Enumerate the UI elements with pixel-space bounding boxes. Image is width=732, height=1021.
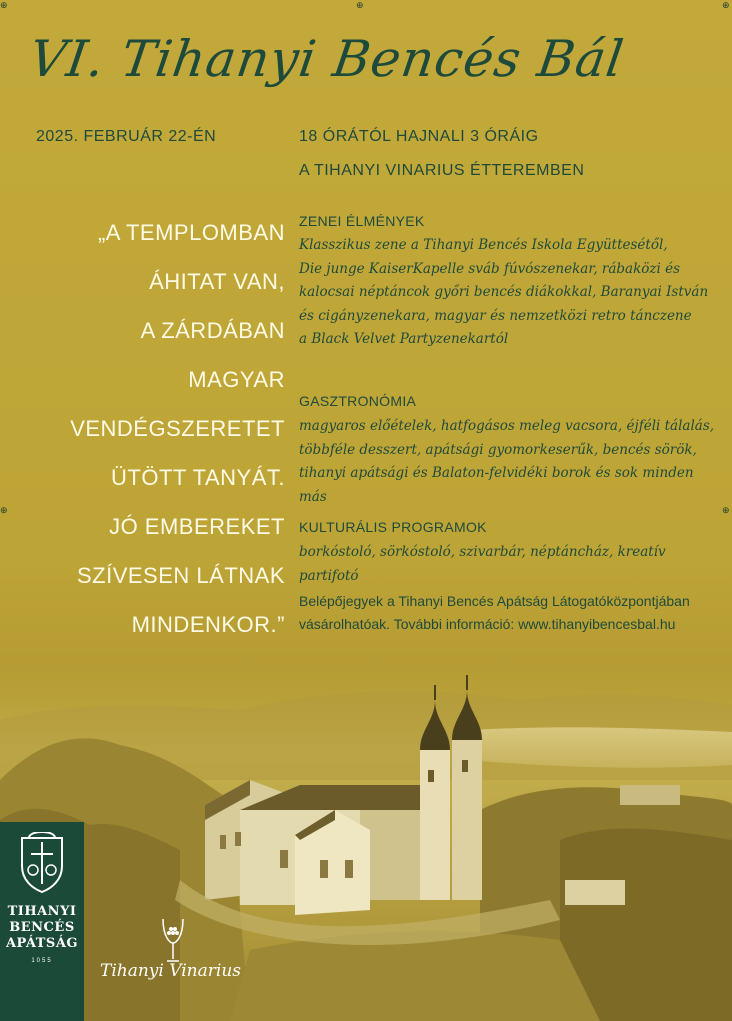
right-foliage: [560, 828, 732, 1021]
quote-line: MAGYAR: [188, 367, 285, 392]
registration-mark-icon: ⊕: [722, 505, 730, 515]
ticket-info: [299, 590, 724, 636]
section-body-culture: [299, 541, 719, 588]
abbey-logo: [0, 822, 84, 1021]
section-line: és cigányzenekara, magyar és nemzetközi retro tánczene: [299, 307, 692, 324]
registration-mark-icon: ⊕: [356, 0, 364, 10]
quote-line: JÓ EMBEREKET: [109, 514, 285, 539]
vinarius-logo: [100, 915, 260, 995]
abbey-logo-line: TIHANYI: [7, 904, 77, 919]
section-line: Die junge KaiserKapelle sváb fúvószenekar, rábaközi és: [299, 260, 681, 277]
section-line: tihanyi apátsági és Balaton-felvidéki borok és sok minden más: [299, 465, 694, 505]
registration-mark-icon: ⊕: [722, 0, 730, 10]
restaurant-name: Tihanyi Vinarius: [100, 961, 241, 981]
abbey-logo-line: APÁTSÁG: [5, 936, 79, 951]
event-date: 2025. FEBRUÁR 22-ÉN: [36, 128, 217, 145]
quote-line: VENDÉGSZERETET: [70, 416, 285, 441]
ticket-line: Belépőjegyek a Tihanyi Bencés Apátság Látogatóközpontjában: [299, 593, 690, 609]
section-line: többféle desszert, apátsági gyomorkeserűk, bencés sörök,: [299, 441, 697, 458]
building: [565, 880, 625, 905]
registration-mark-icon: ⊕: [0, 0, 8, 10]
abbey-logo-line: BENCÉS: [9, 920, 75, 935]
event-time: 18 ÓRÁTÓL HAJNALI 3 ÓRÁIG: [299, 128, 539, 145]
section-line: kalocsai néptáncok győri bencés diákokkal, Baranyai István: [299, 284, 709, 300]
section-title-culture: KULTURÁLIS PROGRAMOK: [299, 519, 487, 535]
section-line: a Black Velvet Partyzenekartól: [299, 331, 509, 347]
section-line: borkóstoló, sörkóstoló, szivarbár, néptáncház, kreatív partifotó: [299, 544, 666, 584]
section-body-music: [299, 234, 719, 352]
quote-line: MINDENKOR.”: [131, 612, 285, 637]
garden-area: [230, 931, 600, 1021]
lake: [470, 727, 732, 767]
section-title-gastronomy: GASZTRONÓMIA: [299, 393, 417, 409]
quote-line: „A TEMPLOMBAN: [97, 220, 285, 245]
quote-line: ÁHITAT VAN,: [149, 269, 285, 294]
section-line: magyaros előételek, hatfogásos meleg vacsora, éjféli tálalás,: [299, 418, 715, 434]
section-title-music: ZENEI ÉLMÉNYEK: [299, 213, 425, 229]
event-title: VI. Tihanyi Bencés Bál: [25, 30, 628, 88]
quote-line: SZÍVESEN LÁTNAK: [76, 563, 285, 588]
abbey-crest-icon: [17, 832, 67, 894]
building: [620, 785, 680, 805]
wine-glass-icon: [158, 915, 188, 965]
section-line: Klasszikus zene a Tihanyi Bencés Iskola Együttesétől,: [299, 237, 668, 253]
quote-line: A ZÁRDÁBAN: [140, 318, 285, 343]
quote-line: ÜTÖTT TANYÁT.: [111, 465, 285, 490]
quote-block: [70, 208, 285, 649]
abbey-logo-year: 1055: [31, 958, 53, 964]
registration-mark-icon: ⊕: [0, 505, 8, 515]
ticket-line: vásárolhatóak. További információ: www.tihanyibencesbal.hu: [299, 616, 676, 632]
event-venue: A TIHANYI VINARIUS ÉTTEREMBEN: [299, 162, 585, 179]
section-body-gastronomy: [299, 415, 719, 509]
